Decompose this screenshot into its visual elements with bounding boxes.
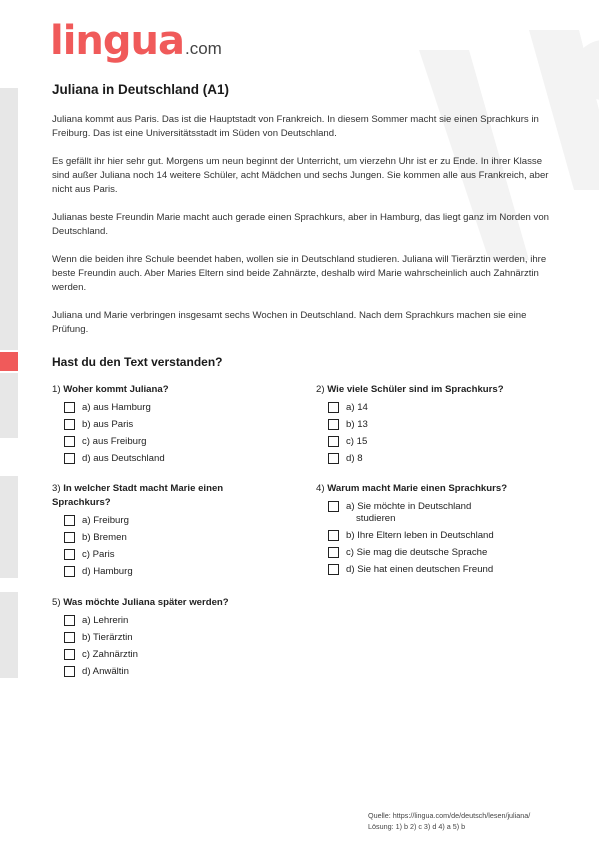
answer-option[interactable]: c) Zahnärztin [64, 649, 292, 666]
checkbox-icon[interactable] [64, 436, 75, 447]
checkbox-icon[interactable] [64, 566, 75, 577]
question-4 [316, 482, 556, 581]
answer-option[interactable]: b) Bremen [64, 532, 252, 549]
quiz-heading: Hast du den Text verstanden? [52, 355, 223, 369]
answer-option[interactable]: c) 15 [328, 436, 556, 453]
checkbox-icon[interactable] [64, 419, 75, 430]
question-title: 4) Warum macht Marie einen Sprachkurs? [316, 483, 508, 494]
edge-marker [0, 476, 18, 578]
checkbox-icon[interactable] [328, 564, 339, 575]
question-title: 5) Was möchte Juliana später werden? [52, 597, 229, 608]
checkbox-icon[interactable] [328, 402, 339, 413]
answer-option[interactable]: d) Anwältin [64, 666, 292, 683]
question-3 [52, 482, 252, 583]
question-2 [316, 383, 556, 470]
checkbox-icon[interactable] [328, 419, 339, 430]
edge-marker-red [0, 352, 18, 371]
checkbox-icon[interactable] [64, 666, 75, 677]
logo-word: lingua [50, 18, 184, 64]
checkbox-icon[interactable] [328, 453, 339, 464]
answer-option[interactable]: a) Freiburg [64, 515, 252, 532]
checkbox-icon[interactable] [64, 615, 75, 626]
checkbox-icon[interactable] [64, 532, 75, 543]
checkbox-icon[interactable] [64, 453, 75, 464]
answer-option[interactable]: d) aus Deutschland [64, 453, 252, 470]
page-title: Juliana in Deutschland (A1) [52, 82, 230, 97]
checkbox-icon[interactable] [328, 501, 339, 512]
answer-option[interactable]: a) aus Hamburg [64, 402, 252, 419]
paragraph: Es gefällt ihr hier sehr gut. Morgens um neun beginnt der Unterricht, um vierzehn Uhr ist er zu Ende. In ihrer Klasse sind außer Juliana noch 14 weitere Schüler, acht Mädchen und sechs Jungen. Sie kommen alle aus Frankreich, aber nicht aus Paris. [52, 156, 549, 195]
question-title: 3) In welcher Stadt macht Marie einen Sprachkurs? [52, 483, 224, 508]
question-1 [52, 383, 252, 470]
answer-option[interactable]: b) aus Paris [64, 419, 252, 436]
answer-option[interactable]: c) aus Freiburg [64, 436, 252, 453]
edge-marker [0, 592, 18, 678]
checkbox-icon[interactable] [64, 632, 75, 643]
checkbox-icon[interactable] [64, 549, 75, 560]
answer-option[interactable]: a) Lehrerin [64, 615, 292, 632]
question-5 [52, 596, 292, 683]
paragraph: Julianas beste Freundin Marie macht auch gerade einen Sprachkurs, aber in Hamburg, das liegt ganz im Norden von Deutschland. [52, 212, 550, 237]
checkbox-icon[interactable] [328, 530, 339, 541]
footer [368, 810, 530, 832]
answer-option[interactable]: b) Tierärztin [64, 632, 292, 649]
paragraph: Wenn die beiden ihre Schule beendet haben, wollen sie in Deutschland studieren. Juliana will Tierärztin werden, ihre beste Freundin auch. Aber Maries Eltern sind beide Zahnärzte, deshalb wird Marie wahrscheinlich auch Zahnärztin werden. [52, 254, 547, 293]
answer-option[interactable]: d) 8 [328, 453, 556, 470]
lingua-logo [50, 18, 222, 70]
answer-option[interactable]: b) 13 [328, 419, 556, 436]
answer-option[interactable]: c) Paris [64, 549, 252, 566]
answer-option[interactable]: d) Sie hat einen deutschen Freund [328, 564, 556, 581]
checkbox-icon[interactable] [328, 436, 339, 447]
answer-option[interactable]: d) Hamburg [64, 566, 252, 583]
answer-option[interactable]: a) Sie möchte in Deutschland studieren [328, 501, 556, 530]
checkbox-icon[interactable] [64, 402, 75, 413]
answer-option[interactable]: a) 14 [328, 402, 556, 419]
question-title: 1) Woher kommt Juliana? [52, 384, 169, 395]
solution-text: Lösung: 1) b 2) c 3) d 4) a 5) b [368, 822, 466, 831]
checkbox-icon[interactable] [64, 649, 75, 660]
checkbox-icon[interactable] [64, 515, 75, 526]
checkbox-icon[interactable] [328, 547, 339, 558]
answer-option[interactable]: b) Ihre Eltern leben in Deutschland [328, 530, 556, 547]
edge-marker [0, 373, 18, 438]
reading-text [52, 113, 552, 351]
paragraph: Juliana und Marie verbringen insgesamt sechs Wochen in Deutschland. Nach dem Sprachkurs machen sie eine Prüfung. [52, 310, 527, 335]
paragraph: Juliana kommt aus Paris. Das ist die Hauptstadt von Frankreich. In diesem Sommer macht sie einen Sprachkurs in Freiburg. Das ist eine Universitätsstadt im Süden von Deutschland. [52, 114, 539, 139]
question-title: 2) Wie viele Schüler sind im Sprachkurs? [316, 384, 504, 395]
answer-option[interactable]: c) Sie mag die deutsche Sprache [328, 547, 556, 564]
logo-tld: .com [185, 39, 222, 58]
source-link[interactable]: Quelle: https://lingua.com/de/deutsch/lesen/juliana/ [368, 811, 531, 820]
edge-marker [0, 88, 18, 350]
